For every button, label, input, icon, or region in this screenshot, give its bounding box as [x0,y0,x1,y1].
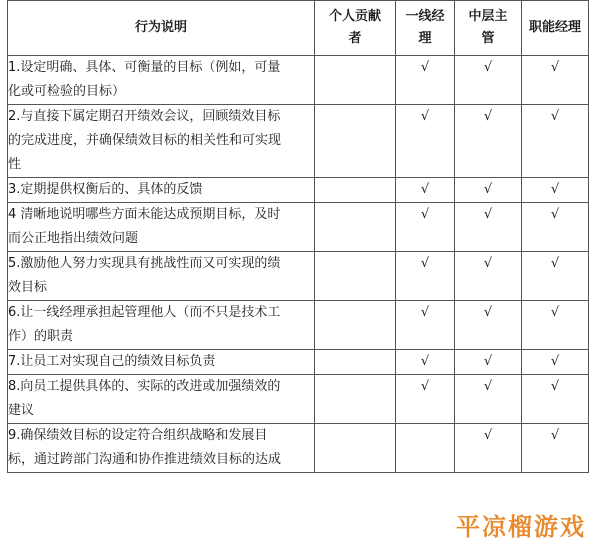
table-row [8,301,589,350]
header-text-line: 职能经理 [528,20,581,35]
table-body [8,56,589,473]
check-mark-cell: √ [455,252,522,301]
behavior-table [7,0,589,473]
header-text-line: 一线经 [405,9,445,24]
table-row [8,252,589,301]
check-mark-cell: √ [522,203,589,252]
header-individual-contributor [315,1,396,56]
behavior-description-cell [8,252,315,301]
check-mark-cell: √ [455,375,522,424]
check-mark-cell: √ [522,375,589,424]
behavior-description-cell [8,203,315,252]
check-mark-cell: √ [522,56,589,105]
check-mark-cell [396,424,455,473]
behavior-description-line: 而公正地指出绩效问题 [8,231,139,246]
check-mark-cell [315,105,396,178]
behavior-description-cell [8,424,315,473]
behavior-description-cell [8,178,315,203]
table-row [8,350,589,375]
check-mark-cell [315,56,396,105]
check-mark-cell: √ [455,203,522,252]
check-mark-cell [315,424,396,473]
check-mark-cell: √ [455,424,522,473]
check-mark-cell [315,203,396,252]
behavior-description-cell [8,56,315,105]
header-functional-manager [522,1,589,56]
behavior-description-line: 2.与直接下属定期召开绩效会议，回顾绩效目标 [8,109,281,124]
header-text-line: 行为说明 [134,20,187,35]
header-text-line: 者 [348,31,362,46]
header-behavior [8,1,315,56]
behavior-description-line: 效目标 [8,280,48,295]
check-mark-cell: √ [455,350,522,375]
behavior-description-line: 标，通过跨部门沟通和协作推进绩效目标的达成 [8,452,282,467]
check-mark-cell: √ [396,375,455,424]
table-row [8,424,589,473]
check-mark-cell [315,178,396,203]
header-text-line: 管 [481,31,495,46]
check-mark-cell: √ [396,301,455,350]
behavior-description-line: 5.激励他人努力实现具有挑战性而又可实现的绩 [8,256,281,271]
check-mark-cell [315,375,396,424]
behavior-description-cell [8,375,315,424]
behavior-description-line: 9.确保绩效目标的设定符合组织战略和发展目 [8,428,268,443]
table-row [8,203,589,252]
check-mark-cell [315,252,396,301]
behavior-description-cell [8,105,315,178]
table-row [8,375,589,424]
behavior-description-cell [8,350,315,375]
behavior-description-line: 6.让一线经理承担起管理他人（而不只是技术工 [8,305,281,320]
check-mark-cell: √ [522,252,589,301]
check-mark-cell: √ [455,56,522,105]
table-row [8,56,589,105]
header-text-line: 理 [418,31,432,46]
header-text-line: 个人贡献 [328,9,381,24]
header-frontline-manager [396,1,455,56]
check-mark-cell: √ [522,301,589,350]
behavior-description-line: 作）的职责 [8,329,74,344]
table-row [8,105,589,178]
watermark-logo: 平凉榴游戏 [454,507,588,542]
check-mark-cell [315,301,396,350]
check-mark-cell: √ [522,178,589,203]
check-mark-cell: √ [455,301,522,350]
check-mark-cell: √ [396,56,455,105]
check-mark-cell: √ [455,178,522,203]
check-mark-cell: √ [396,350,455,375]
table-header-row [8,1,589,56]
behavior-description-line: 的完成进度，并确保绩效目标的相关性和可实现 [8,133,282,148]
check-mark-cell: √ [396,252,455,301]
behavior-description-line: 1.设定明确、具体、可衡量的目标（例如，可量 [8,60,281,75]
behavior-description-line: 3.定期提供权衡后的、具体的反馈 [8,182,203,197]
check-mark-cell: √ [396,178,455,203]
behavior-description-line: 性 [8,157,22,172]
check-mark-cell: √ [396,203,455,252]
check-mark-cell: √ [396,105,455,178]
check-mark-cell: √ [522,350,589,375]
behavior-description-line: 4 清晰地说明哪些方面未能达成预期目标，及时 [8,207,281,222]
behavior-description-line: 建议 [8,403,35,418]
behavior-description-line: 7.让员工对实现自己的绩效目标负责 [8,354,216,369]
behavior-description-line: 化或可检验的目标） [8,84,126,99]
header-middle-manager [455,1,522,56]
check-mark-cell: √ [522,424,589,473]
check-mark-cell [315,350,396,375]
behavior-description-line: 8.向员工提供具体的、实际的改进或加强绩效的 [8,379,281,394]
header-text-line: 中层主 [468,9,508,24]
behavior-description-cell [8,301,315,350]
table-row [8,178,589,203]
check-mark-cell: √ [522,105,589,178]
check-mark-cell: √ [455,105,522,178]
